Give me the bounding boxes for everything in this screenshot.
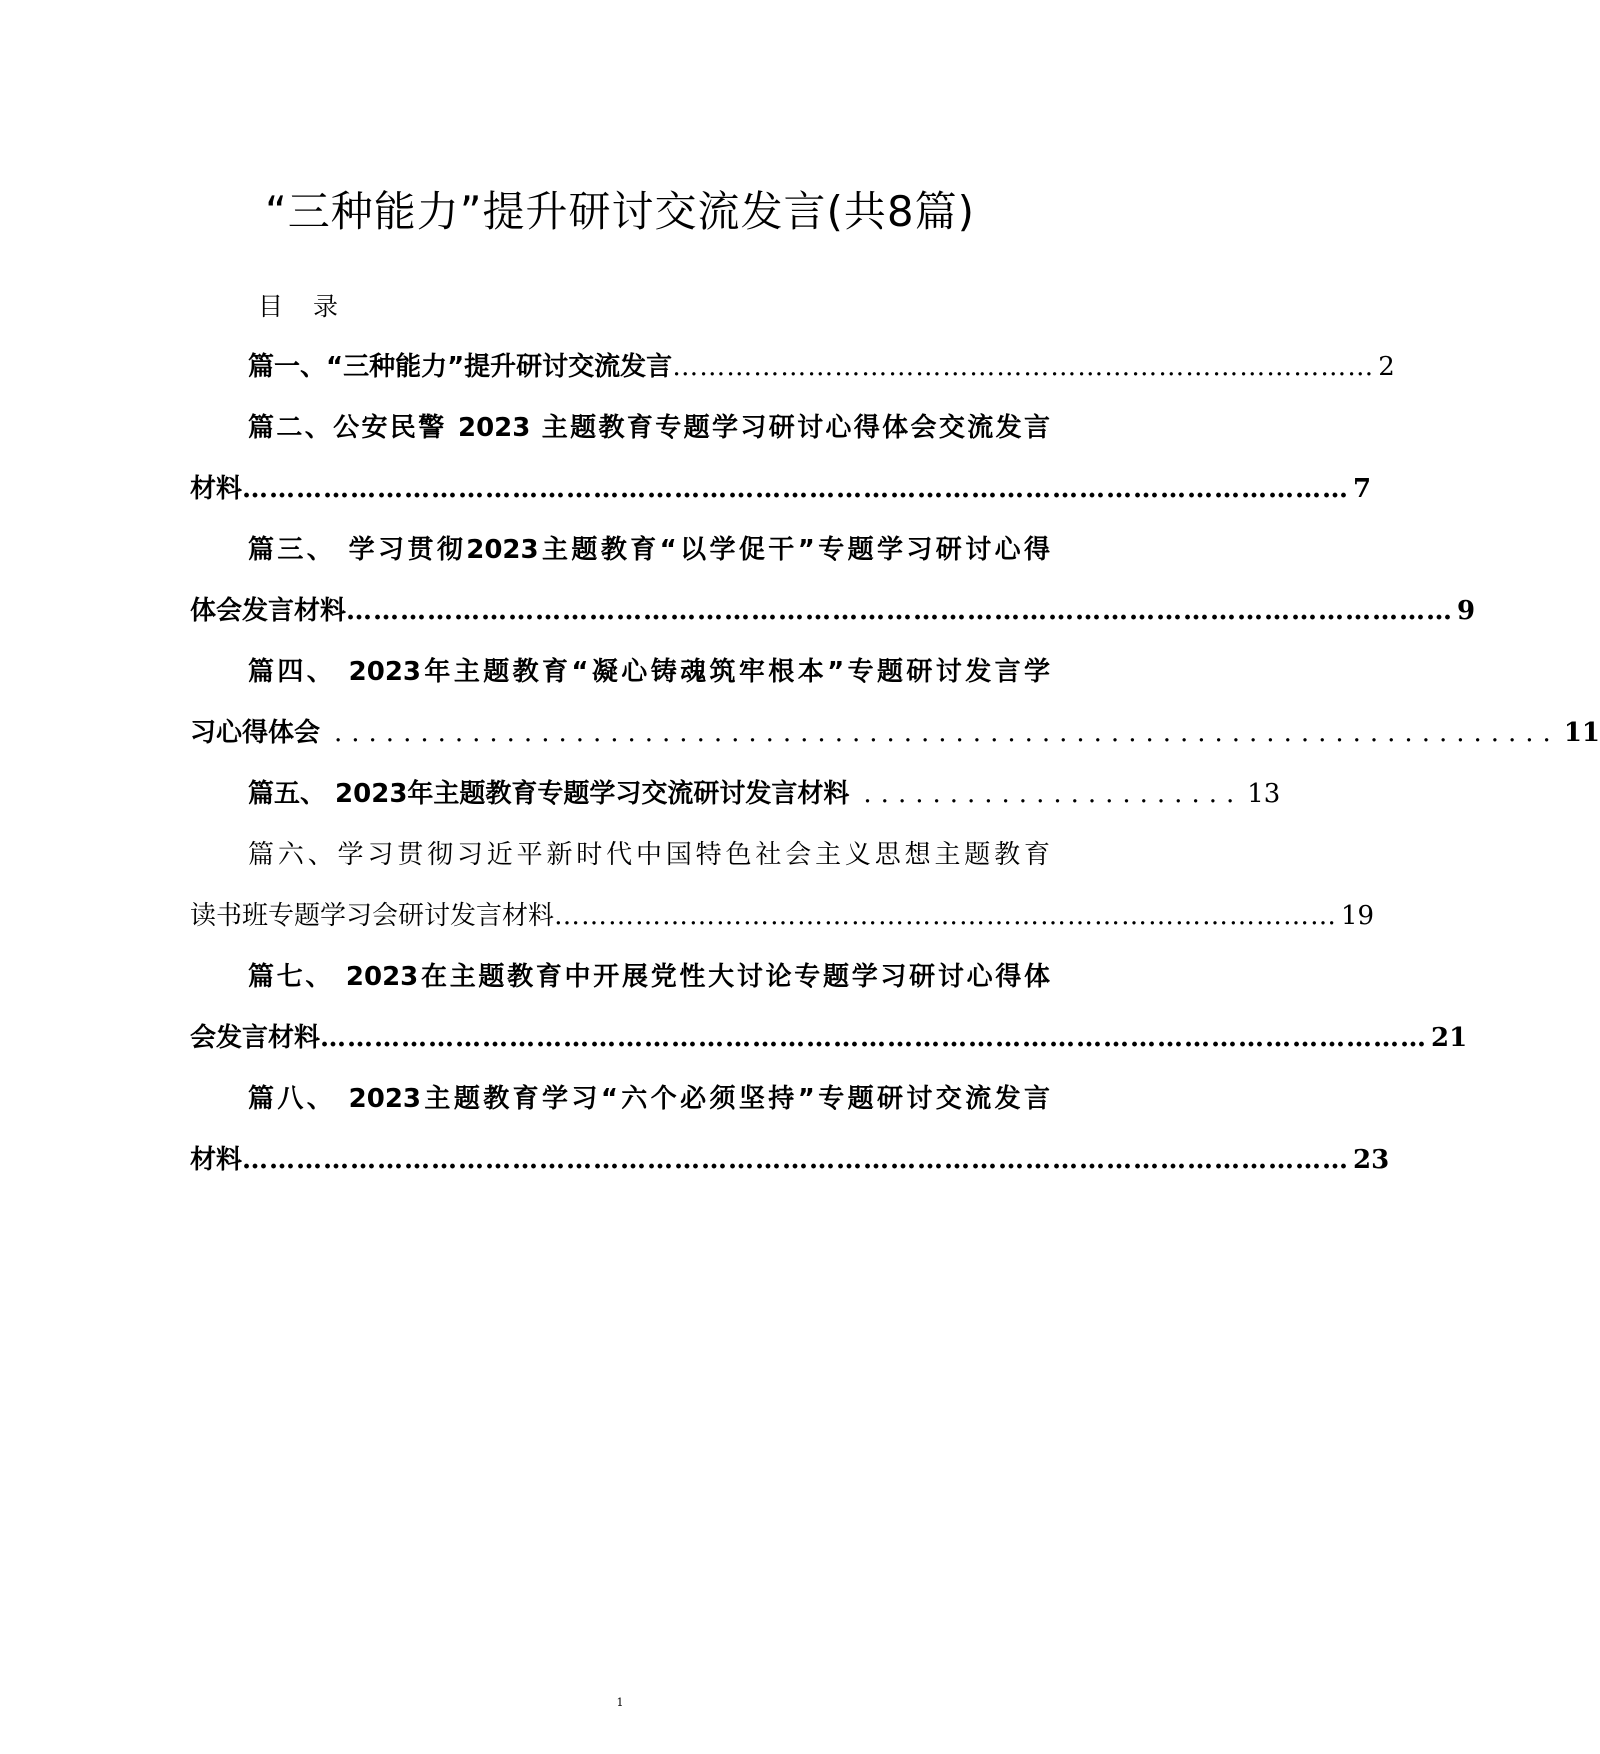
toc-entry-8[interactable]	[190, 1077, 1050, 1121]
toc-leader: ……………………………………………………………………………………………………………	[320, 1023, 1428, 1053]
toc-leader: ……………………………………………………………………………………………………………	[242, 474, 1350, 504]
toc-leader: ……………………………………………………………………………………………………………	[346, 596, 1454, 626]
toc-leader: ......................	[863, 779, 1244, 809]
toc-entry-title-cont: 材料	[190, 1145, 243, 1175]
toc-heading	[258, 290, 338, 324]
toc-entry-8-continued[interactable]	[190, 1138, 1390, 1182]
page-title: “三种能力”提升研讨交流发言(共8篇)	[264, 187, 975, 236]
toc-leader: ……………………………………………………………………………………………………………	[242, 1145, 1350, 1175]
toc-entry-title: 篇七、 2023在主题教育中开展党性大讨论专题学习研讨心得体	[248, 962, 1050, 992]
toc-entry-7-continued[interactable]	[190, 1016, 1468, 1060]
toc-entry-title-cont: 材料	[190, 474, 243, 504]
toc-heading-char-2: 录	[313, 292, 339, 321]
toc-entry-1[interactable]	[190, 345, 1395, 389]
toc-entry-title: 篇一、“三种能力”提升研讨交流发言	[248, 352, 673, 382]
toc-entry-5[interactable]	[190, 772, 1281, 816]
toc-entry-title: 篇二、公安民警 2023 主题教育专题学习研讨心得体会交流发言	[248, 413, 1050, 443]
toc-entry-2[interactable]	[190, 406, 1050, 450]
toc-page-number: 13	[1247, 779, 1281, 809]
toc-leader: .......................................................................	[334, 718, 1560, 748]
toc-entry-title-cont: 读书班专题学习会研讨发言材料	[190, 901, 555, 931]
toc-entry-7[interactable]	[190, 955, 1050, 999]
toc-page-number: 2	[1378, 352, 1395, 382]
toc-page-number: 11	[1563, 718, 1600, 748]
toc-leader: ……………………………………………………………………………	[554, 901, 1338, 931]
toc-page-number: 23	[1353, 1145, 1390, 1175]
toc-entry-title: 篇八、 2023主题教育学习“六个必须坚持”专题研讨交流发言	[248, 1084, 1050, 1114]
toc-entry-title-cont: 体会发言材料	[190, 596, 347, 626]
footer-page-number: 1	[616, 1696, 624, 1709]
toc-page-number: 7	[1353, 474, 1372, 504]
toc-page-number: 19	[1341, 901, 1375, 931]
toc-entry-4-continued[interactable]	[190, 711, 1600, 755]
toc-leader: ……………………………………………………………………	[672, 352, 1375, 382]
toc-entry-title-cont: 习心得体会	[190, 718, 321, 748]
toc-entry-title: 篇五、 2023年主题教育专题学习交流研讨发言材料	[248, 779, 850, 809]
toc-entry-3-continued[interactable]	[190, 589, 1476, 633]
toc-heading-char-1: 目	[258, 292, 284, 321]
toc-page-number: 21	[1431, 1023, 1468, 1053]
toc-entry-6-continued[interactable]	[190, 894, 1375, 938]
toc-entry-4[interactable]	[190, 650, 1050, 694]
toc-entry-title: 篇四、 2023年主题教育“凝心铸魂筑牢根本”专题研讨发言学	[248, 657, 1050, 687]
toc-entry-title-cont: 会发言材料	[190, 1023, 321, 1053]
toc-page-number: 9	[1457, 596, 1476, 626]
toc-entry-2-continued[interactable]	[190, 467, 1372, 511]
toc-entry-6[interactable]	[190, 833, 1050, 877]
toc-entry-3[interactable]	[190, 528, 1050, 572]
toc-entry-title: 篇三、 学习贯彻2023主题教育“以学促干”专题学习研讨心得	[248, 535, 1050, 565]
toc-entry-title: 篇六、学习贯彻习近平新时代中国特色社会主义思想主题教育	[248, 840, 1050, 870]
